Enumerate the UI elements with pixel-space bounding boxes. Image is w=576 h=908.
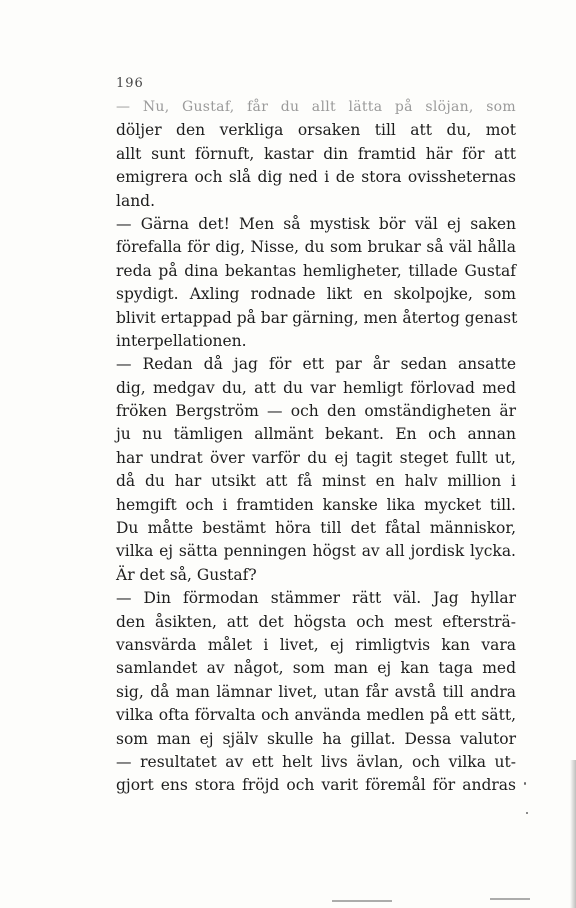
text-line: — Nu, Gustaf, får du allt lätta på slöjan, som (116, 99, 516, 115)
text-line: döljer den verkliga orsaken till att du, mot (116, 121, 516, 140)
text-line: hemgift och i framtiden kanske lika mycket till. (116, 495, 516, 514)
text-line: fröken Bergström — och den omständigheten är (116, 402, 516, 421)
text-line: Du måtte bestämt höra till det fåtal människor, (116, 519, 516, 538)
text-line: då du har utsikt att få minst en halv million i (116, 472, 516, 491)
text-line: samlandet av något, som man ej kan taga med (116, 659, 516, 678)
text-line: har undrat över varför du ej tagit steget fullt ut, (116, 448, 516, 467)
text-line: — Din förmodan stämmer rätt väl. Jag hyllar (116, 589, 516, 608)
text-line: vansvärda målet i livet, ej rimligtvis kan vara (116, 635, 516, 654)
page-number: 196 (116, 76, 144, 91)
text-line: land. (116, 191, 156, 210)
ink-speck (526, 812, 528, 814)
text-line: förefalla för dig, Nisse, du som brukar så väl hålla (116, 238, 516, 257)
text-line: spydigt. Axling rodnade likt en skolpojke, som (116, 285, 516, 304)
scan-smudge (332, 900, 392, 902)
text-line: den åsikten, att det högsta och mest eftersträ- (116, 612, 516, 631)
ink-speck (524, 782, 526, 785)
text-line: som man ej själv skulle ha gillat. Dessa valutor (116, 729, 516, 748)
text-line: — Redan då jag för ett par år sedan ansatte (116, 355, 516, 374)
text-line: gjort ens stora fröjd och varit föremål för andras (116, 776, 516, 795)
text-line: reda på dina bekantas hemligheter, tillade Gustaf (116, 261, 516, 280)
page-edge-shadow (570, 760, 576, 908)
text-line: interpellationen. (116, 331, 247, 350)
text-line: dig, medgav du, att du var hemligt förlovad med (116, 378, 516, 397)
body-text (116, 96, 516, 798)
text-line: — Gärna det! Men så mystisk bör väl ej saken (116, 214, 516, 233)
text-line: allt sunt förnuft, kastar din framtid här för att (116, 144, 516, 163)
text-line: — resultatet av ett helt livs ävlan, och vilka ut- (116, 752, 516, 771)
text-line: blivit ertappad på bar gärning, men återtog genast (116, 308, 518, 327)
text-line: vilka ej sätta penningen högst av all jordisk lycka. (116, 542, 516, 561)
text-line: ju nu tämligen allmänt bekant. En och annan (116, 425, 516, 444)
text-line: Är det så, Gustaf? (116, 565, 257, 584)
text-line: emigrera och slå dig ned i de stora ovissheternas (116, 168, 516, 187)
text-line: vilka ofta förvalta och använda medlen på ett sätt, (116, 706, 516, 725)
text-line: sig, då man lämnar livet, utan får avstå till andra (116, 682, 516, 701)
scan-smudge (490, 898, 530, 900)
